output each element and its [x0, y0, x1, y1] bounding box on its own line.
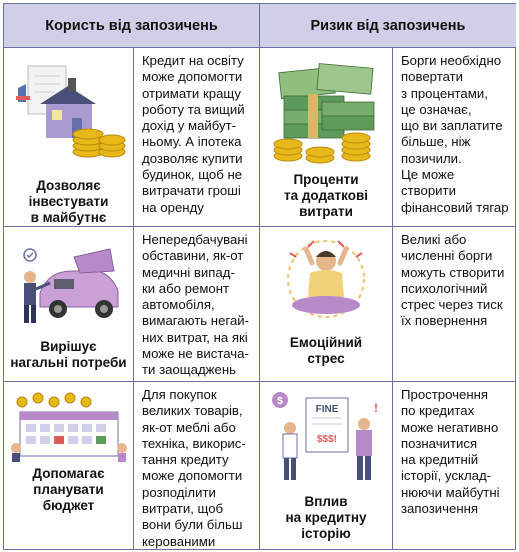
svg-text:!: ! — [374, 401, 378, 415]
benefit-text-needs — [134, 227, 260, 382]
calendar-budget-icon — [10, 392, 128, 462]
risk-cell-interest — [260, 48, 393, 227]
text-needs: Непередбачувані обставини, як-от медичні випад- ки або ремонт автомобіля, вимагають негай- них витрат, на які може не вистача- ти заощаджень — [142, 232, 250, 378]
benefit-cell-needs — [4, 227, 134, 382]
benefit-text-budget — [134, 382, 260, 550]
text-invest: Кредит на освіту може допомогти отримати кращу роботу та вищий дохід у майбут- ньому. А іпотека дозволяє купити будинок, щоб не витрачати гроші на оренду — [142, 53, 245, 215]
benefit-text-invest — [134, 48, 260, 227]
benefit-cell-invest — [4, 48, 134, 227]
caption-budget — [4, 466, 133, 514]
house-coins-icon — [10, 56, 128, 166]
header-benefit: Користь від запозичень — [4, 4, 260, 48]
caption-interest-text: Проценти та додаткові витрати — [283, 172, 369, 219]
caption-needs — [4, 339, 133, 371]
caption-budget-text: Допомагає планувати бюджет — [32, 466, 105, 513]
text-credit: Прострочення по кредитах може негативно позначитися на кредитній історії, усклад- нюючи майбутні запозичення — [401, 387, 500, 517]
risk-text-interest — [393, 48, 516, 227]
header-risk: Ризик від запозичень — [260, 4, 516, 48]
money-stack-icon — [266, 56, 387, 168]
stressed-person-icon — [266, 235, 387, 325]
caption-credit — [260, 494, 392, 542]
car-repair-icon — [10, 241, 128, 331]
caption-stress-text: Емоційний стрес — [289, 335, 363, 366]
caption-stress — [260, 335, 392, 367]
text-interest: Борги необхідно повертати з процентами, це означає, що ви заплатите більше, ніж позичили. Це може створити фінансовий тягар — [401, 53, 509, 215]
fine-label: FINE — [315, 404, 339, 415]
text-stress: Великі або численні борги можуть створити психологічний стрес через тиск їх повернення — [401, 232, 505, 329]
svg-text:$: $ — [277, 396, 283, 407]
risk-text-credit — [393, 382, 516, 550]
caption-invest-text: Дозволяє інвестувати в майбутнє — [28, 178, 109, 225]
text-budget: Для покупок великих товарів, як-от меблі або техніка, викорис- тання кредиту може допомогти розподілити витрати, щоб вони були більш керованими — [142, 387, 246, 549]
caption-credit-text: Вплив на кредитну історію — [285, 494, 367, 541]
borrowing-table — [3, 3, 516, 550]
risk-cell-stress — [260, 227, 393, 382]
caption-needs-text: Вирішує нагальні потреби — [10, 339, 127, 370]
caption-interest — [260, 172, 392, 220]
risk-text-stress — [393, 227, 516, 382]
benefit-cell-budget — [4, 382, 134, 550]
risk-cell-credit — [260, 382, 393, 550]
caption-invest — [4, 178, 133, 226]
fine-amount: $$$! — [316, 434, 338, 445]
credit-fine-icon — [266, 388, 387, 484]
